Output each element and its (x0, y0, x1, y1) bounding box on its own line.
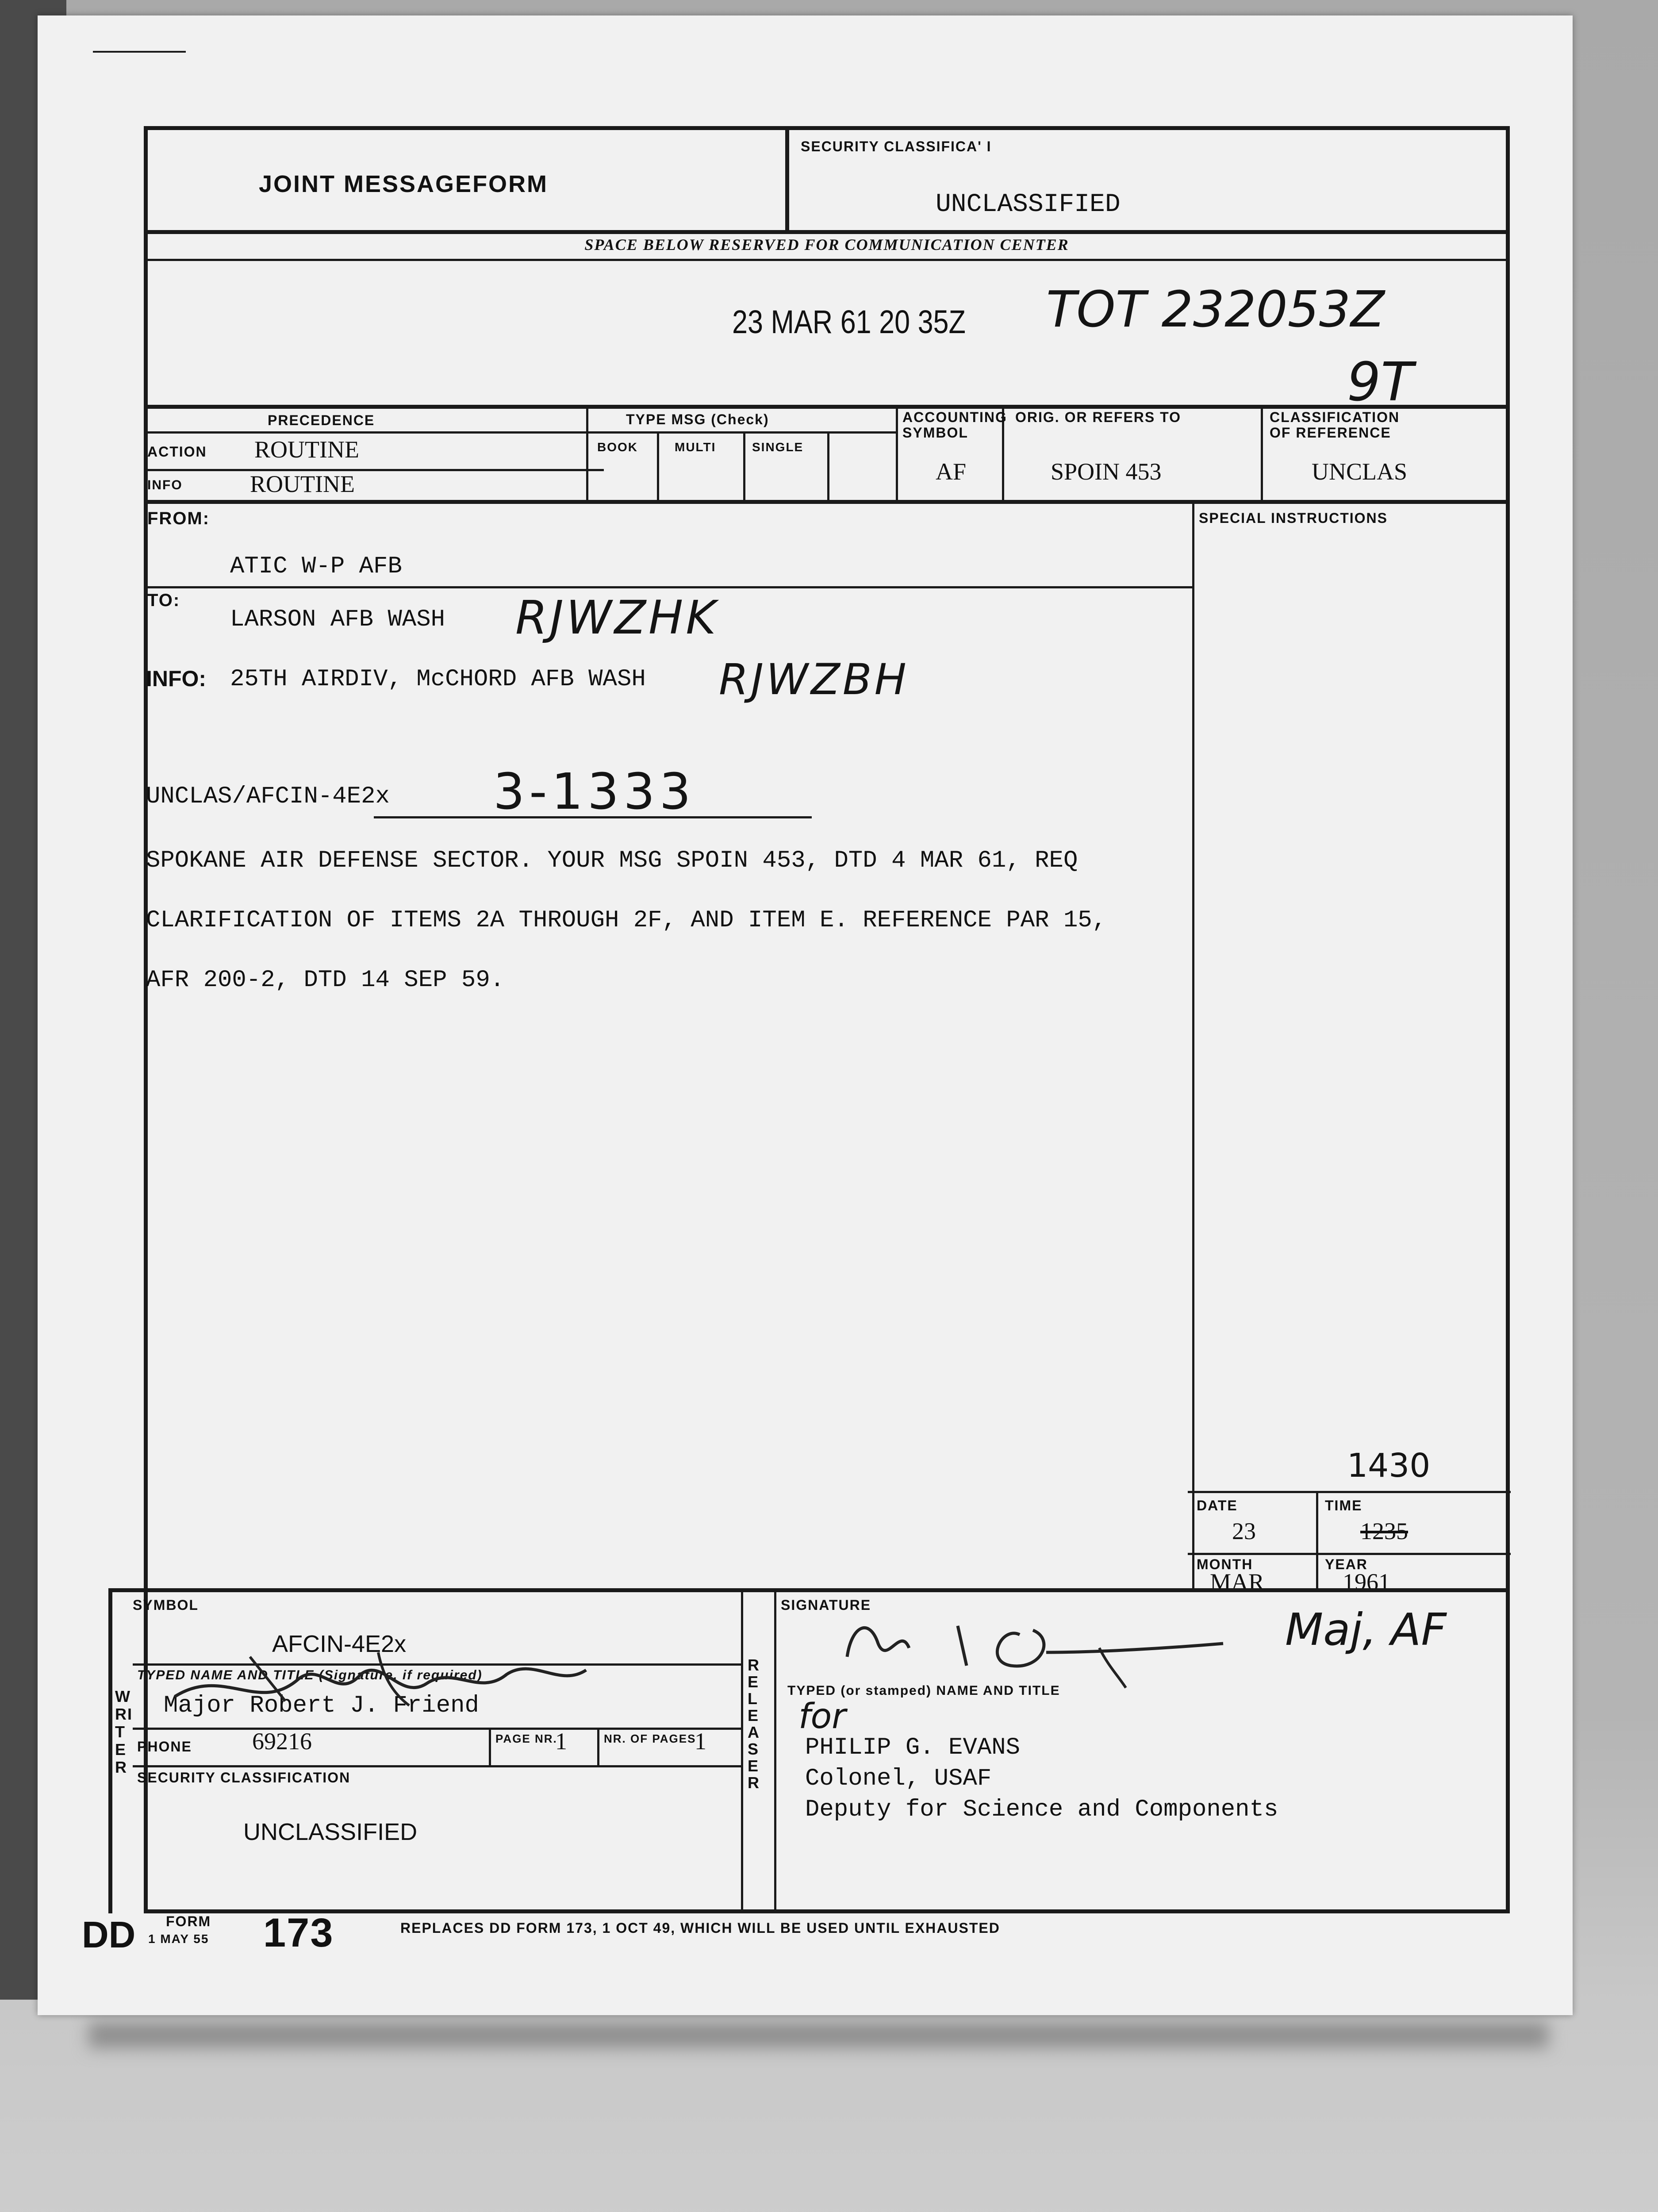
signature-note: Maj, AF (1285, 1604, 1447, 1655)
phone-label: PHONE (137, 1739, 192, 1755)
footer-form-number: 173 (263, 1910, 334, 1955)
accounting-label-2: SYMBOL (902, 425, 968, 441)
year-label: YEAR (1325, 1556, 1368, 1572)
releaser-side-label: RELEASER (748, 1656, 760, 1792)
releaser-name-line-1: PHILIP G. EVANS (805, 1734, 1021, 1761)
message-line-2: CLARIFICATION OF ITEMS 2A THROUGH 2F, AND ITEM E. REFERENCE PAR 15, (146, 907, 1107, 934)
footer-form-prefix: DD (82, 1914, 136, 1955)
security-classification-bottom-label: SECURITY CLASSIFICATION (137, 1770, 351, 1786)
info-routing-handwritten: RJWZBH (719, 655, 909, 704)
month-value: MAR (1210, 1569, 1265, 1595)
code-handwritten: 9T (1347, 352, 1413, 413)
classification-ref-label-2: OF REFERENCE (1270, 425, 1391, 441)
special-instructions-label: SPECIAL INSTRUCTIONS (1199, 510, 1388, 526)
time-struck-value: 1235 (1360, 1518, 1408, 1544)
security-classification-value: UNCLASSIFIED (936, 190, 1121, 219)
type-msg-single: SINGLE (752, 440, 804, 454)
comm-center-banner: SPACE BELOW RESERVED FOR COMMUNICATION CENTER (584, 236, 1069, 253)
date-time-group-stamp: 23 MAR 61 20 35Z (732, 303, 966, 340)
info-precedence-value: ROUTINE (250, 471, 355, 497)
classification-ref-label-1: CLASSIFICATION (1270, 409, 1400, 425)
accounting-value: AF (936, 458, 967, 485)
symbol-value: AFCIN-4E2x (272, 1631, 407, 1657)
tot-handwritten: TOT 232053Z (1046, 281, 1385, 338)
phone-value: 69216 (252, 1728, 312, 1755)
footer-form-label: FORM (166, 1913, 211, 1929)
nr-pages-label: NR. OF PAGES (604, 1732, 696, 1745)
message-ref-number-handwritten: 3-1333 (493, 763, 695, 821)
precedence-label: PRECEDENCE (268, 412, 375, 428)
to-routing-handwritten: RJWZHK (515, 591, 719, 645)
symbol-label: SYMBOL (133, 1597, 199, 1613)
message-line-1: SPOKANE AIR DEFENSE SECTOR. YOUR MSG SPOIN 453, DTD 4 MAR 61, REQ (146, 847, 1078, 874)
signature-label: SIGNATURE (781, 1597, 871, 1613)
security-classification-label: SECURITY CLASSIFICA' I (801, 138, 992, 154)
releaser-typed-label: TYPED (or stamped) NAME AND TITLE (787, 1683, 1060, 1698)
to-value: LARSON AFB WASH (230, 606, 445, 633)
month-label: MONTH (1197, 1556, 1253, 1572)
top-stroke (93, 51, 186, 53)
writer-side-label: WRITER (115, 1687, 133, 1776)
type-msg-book: BOOK (597, 440, 638, 454)
date-label: DATE (1197, 1498, 1238, 1513)
info-value: 25TH AIRDIV, McCHORD AFB WASH (230, 666, 646, 693)
from-value: ATIC W-P AFB (230, 553, 402, 580)
footer-replaces-text: REPLACES DD FORM 173, 1 OCT 49, WHICH WILL BE USED UNTIL EXHAUSTED (400, 1920, 1000, 1936)
type-msg-multi: MULTI (675, 440, 716, 454)
scan-shadow (88, 2022, 1548, 2048)
orig-refers-label: ORIG. OR REFERS TO (1015, 409, 1181, 425)
typed-name-label: TYPED NAME AND TITLE (Signature, if required) (137, 1668, 483, 1682)
classification-ref-value: UNCLAS (1312, 458, 1408, 485)
to-label: TO: (147, 591, 180, 610)
info-label: INFO: (146, 666, 207, 691)
footer-form-date: 1 MAY 55 (148, 1932, 209, 1946)
time-label: TIME (1325, 1498, 1362, 1513)
releaser-name-line-3: Deputy for Science and Components (805, 1796, 1278, 1823)
info-precedence-label: INFO (147, 478, 183, 492)
from-label: FROM: (147, 509, 210, 528)
security-classification-bottom-value: UNCLASSIFIED (243, 1819, 418, 1845)
date-value: 23 (1232, 1518, 1256, 1544)
type-msg-label: TYPE MSG (Check) (626, 411, 769, 427)
document-sheet (38, 15, 1573, 2015)
writer-signature (170, 1648, 591, 1714)
year-value: 1961 (1343, 1569, 1390, 1595)
action-value: ROUTINE (254, 436, 359, 463)
message-ref-prefix: UNCLAS/AFCIN-4E2x (146, 783, 390, 810)
form-title: JOINT MESSAGEFORM (259, 171, 549, 197)
typed-name-value: Major Robert J. Friend (164, 1692, 479, 1719)
message-line-3: AFR 200-2, DTD 14 SEP 59. (146, 967, 505, 994)
page-nr-value: 1 (555, 1728, 567, 1755)
time-handwritten: 1430 (1347, 1447, 1431, 1485)
accounting-label-1: ACCOUNTING (902, 409, 1007, 425)
orig-refers-value: SPOIN 453 (1051, 458, 1162, 485)
releaser-for-note: for (798, 1697, 846, 1736)
action-label: ACTION (147, 444, 207, 460)
releaser-name-line-2: Colonel, USAF (805, 1765, 992, 1792)
page-nr-label: PAGE NR. (495, 1732, 557, 1745)
nr-pages-value: 1 (695, 1728, 706, 1755)
